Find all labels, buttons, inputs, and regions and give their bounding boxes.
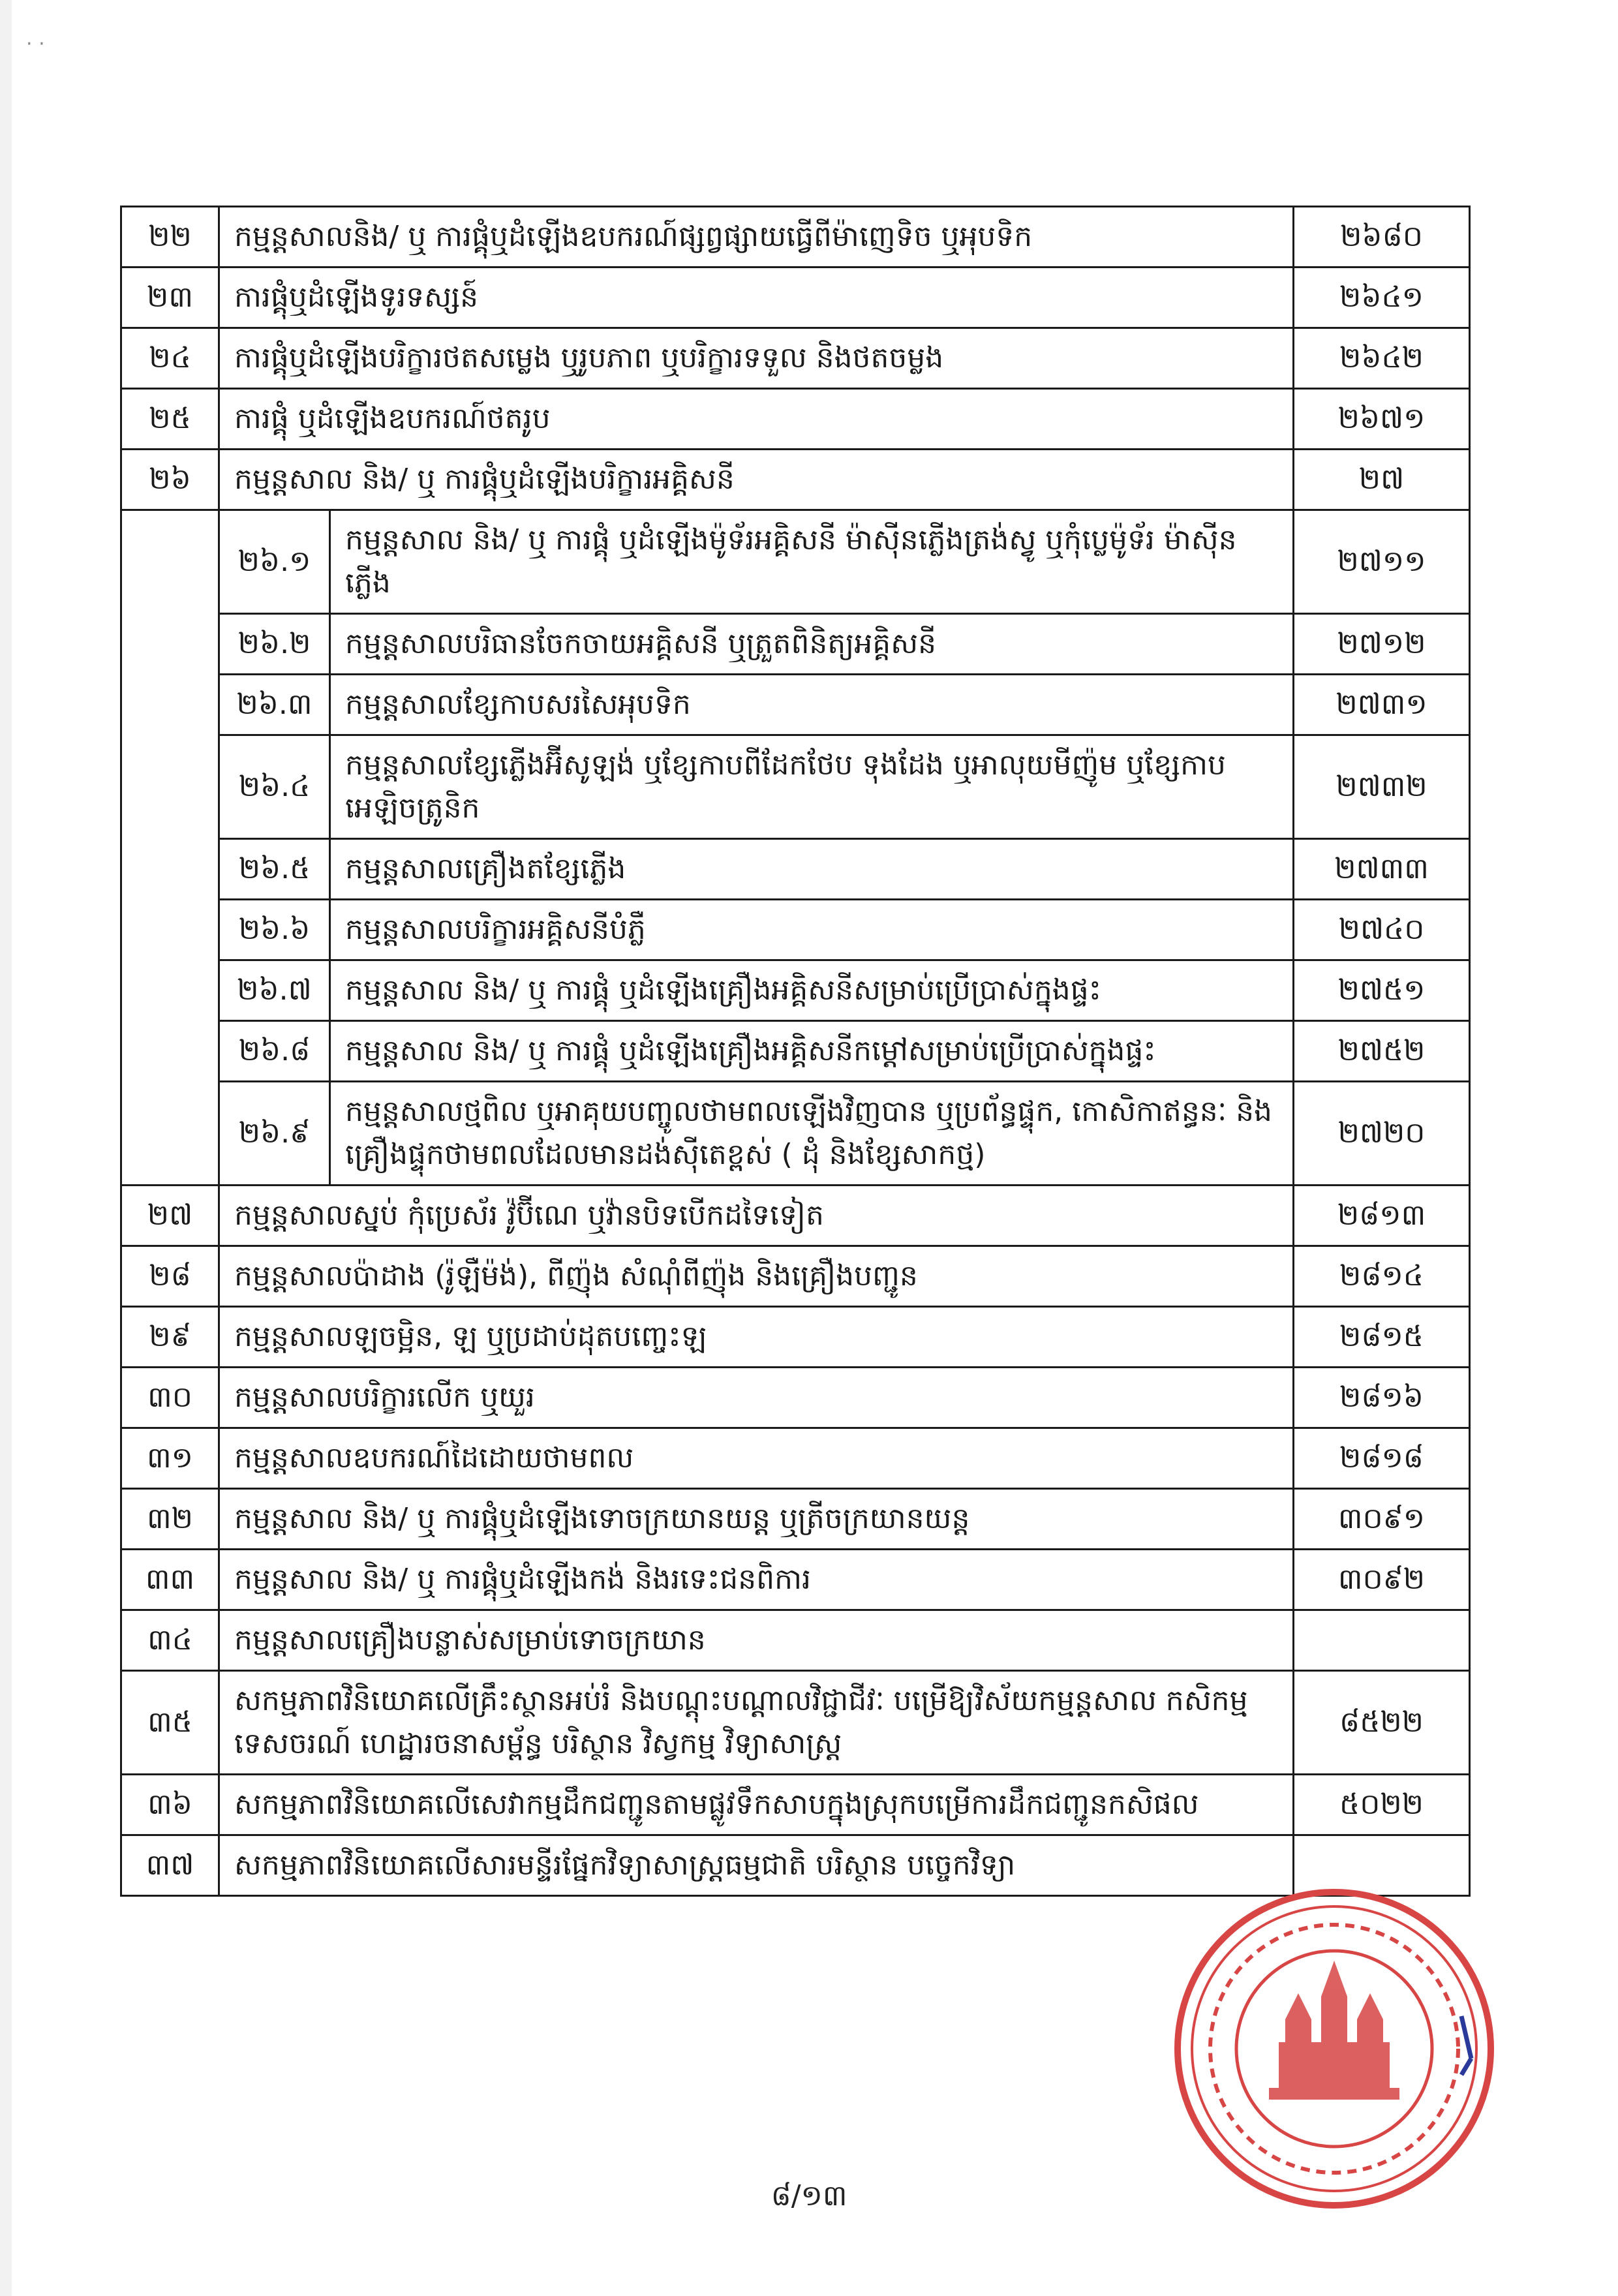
- subitem-description: កម្មន្តសាលខ្សែកាបសរសៃអុបទិក: [330, 675, 1294, 735]
- indent-cell: [121, 839, 219, 900]
- activity-table: [120, 206, 1471, 1897]
- subitem-number: ២៦.៩: [219, 1082, 330, 1186]
- scan-speck: · ·: [26, 33, 45, 55]
- subitem-description: កម្មន្តសាលថ្មពិល ឬអាគុយបញ្ចូលថាមពលឡើងវិញបាន ឬប្រព័ន្ធផ្ទុក, កោសិកាឥន្ធនៈ និងគ្រឿងផ្ទុកថាមពលដែលមានដង់ស៊ីតេខ្ពស់ ( ដុំ និងខ្សែសាកថ្ម): [330, 1082, 1294, 1186]
- indent-cell: [121, 1021, 219, 1082]
- subitem-code: ២៧២០: [1294, 1082, 1470, 1186]
- item-description: ការផ្គុំ ឬដំឡើងឧបករណ៍ថតរូប: [219, 389, 1294, 450]
- indent-cell: [121, 1082, 219, 1186]
- table-row: [121, 450, 1470, 510]
- item-number: ៣៦: [121, 1775, 219, 1835]
- item-description: កម្មន្តសាល និង/ ឬ ការផ្គុំឬដំឡើងកង់ និងរទេះជនពិការ: [219, 1550, 1294, 1610]
- item-number: ២៩: [121, 1307, 219, 1368]
- item-code: ៥០២២: [1294, 1775, 1470, 1835]
- item-description: កម្មន្តសាលឡចម្អិន, ឡ ឬប្រដាប់ដុតបញ្ចេះឡ: [219, 1307, 1294, 1368]
- subitem-description: កម្មន្តសាល និង/ ឬ ការផ្គុំ ឬដំឡើងគ្រឿងអគ្គិសនីកម្តៅសម្រាប់ប្រើប្រាស់ក្នុងផ្ទះ: [330, 1021, 1294, 1082]
- item-description: សកម្មភាពវិនិយោគលើសារមន្ទីរផ្នែកវិទ្យាសាស្ត្រធម្មជាតិ បរិស្ថាន បច្ចេកវិទ្យា: [219, 1835, 1294, 1896]
- table-row: [121, 207, 1470, 268]
- subitem-number: ២៦.៤: [219, 735, 330, 839]
- item-description: កម្មន្តសាលគ្រឿងបន្លាស់សម្រាប់ទោចក្រយាន: [219, 1610, 1294, 1671]
- table-subrow: [121, 960, 1470, 1021]
- subitem-description: កម្មន្តសាលបរិក្ខារអគ្គិសនីបំភ្លឺ: [330, 900, 1294, 960]
- subitem-number: ២៦.៨: [219, 1021, 330, 1082]
- subitem-code: ២៧១១: [1294, 510, 1470, 614]
- table-subrow: [121, 675, 1470, 735]
- subitem-code: ២៧៥២: [1294, 1021, 1470, 1082]
- item-code: ៣០៩២: [1294, 1550, 1470, 1610]
- item-description: កម្មន្តសាលបរិក្ខារលើក ឬយួរ: [219, 1368, 1294, 1428]
- subitem-description: កម្មន្តសាលខ្សែភ្លើងអ៊ីសូឡង់ ឬខ្សែកាបពីដែកថែប ទុងដែង ឬអាលុយមីញ៉ូម ឬខ្សែកាប អេឡិចត្រូនិក: [330, 735, 1294, 839]
- table-subrow: [121, 1082, 1470, 1186]
- table-subrow: [121, 735, 1470, 839]
- item-description: សកម្មភាពវិនិយោគលើគ្រឹះស្ថានអប់រំ និងបណ្ដុះបណ្ដាលវិជ្ជាជីវៈ បម្រើឱ្យវិស័យកម្មន្តសាល កសិកម្ម ទេសចរណ៍ ហេដ្ឋារចនាសម្ព័ន្ធ បរិស្ថាន វិស្វកម្ម វិទ្យាសាស្ត្រ: [219, 1671, 1294, 1775]
- item-number: ៣៤: [121, 1610, 219, 1671]
- subitem-code: ២៧៥១: [1294, 960, 1470, 1021]
- item-number: ២៦: [121, 450, 219, 510]
- subitem-number: ២៦.១: [219, 510, 330, 614]
- item-description: កម្មន្តសាលនិង/ ឬ ការផ្គុំឬដំឡើងឧបករណ៍ផ្សព្វផ្សាយធ្វើពីម៉ាញេទិច ឬអុបទិក: [219, 207, 1294, 268]
- item-number: ២៣: [121, 268, 219, 328]
- table-row: [121, 1671, 1470, 1775]
- item-description: កម្មន្តសាលស្នប់ កុំប្រេស័រ វ៉ូប៊ីណេ ឬវ៉ានបិទបើកដទៃទៀត: [219, 1186, 1294, 1246]
- indent-cell: [121, 735, 219, 839]
- subitem-description: កម្មន្តសាលគ្រឿងតខ្សែភ្លើង: [330, 839, 1294, 900]
- item-number: ២៥: [121, 389, 219, 450]
- item-description: កម្មន្តសាលប៉ាដាង (រ៉ូឡឺម៉ង់), ពីញ៉ុង សំណុំពីញ៉ុង និងគ្រឿងបញ្ជូន: [219, 1246, 1294, 1307]
- table-row: [121, 1489, 1470, 1550]
- item-number: ៣៥: [121, 1671, 219, 1775]
- subitem-description: កម្មន្តសាល និង/ ឬ ការផ្គុំ ឬដំឡើងម៉ូទ័រអគ្គិសនី ម៉ាស៊ីនភ្លើងត្រង់ស្វូ ឬកុំប្លេម៉ូទ័រ ម៉ាស៊ីនភ្លើង: [330, 510, 1294, 614]
- item-number: ២៧: [121, 1186, 219, 1246]
- official-seal-stamp: [1165, 1879, 1504, 2218]
- item-description: កម្មន្តសាលឧបករណ៍ដៃដោយថាមពល: [219, 1428, 1294, 1489]
- item-description: កម្មន្តសាល និង/ ឬ ការផ្គុំឬដំឡើងទោចក្រយានយន្ត ឬត្រីចក្រយានយន្ត: [219, 1489, 1294, 1550]
- table-row: [121, 1186, 1470, 1246]
- item-code: [1294, 1610, 1470, 1671]
- table-row: [121, 1428, 1470, 1489]
- item-code: ២៦៤២: [1294, 328, 1470, 389]
- item-number: ៣៣: [121, 1550, 219, 1610]
- item-code: ២៨១៣: [1294, 1186, 1470, 1246]
- item-code: ២៨១៤: [1294, 1246, 1470, 1307]
- item-code: ២៨១៦: [1294, 1368, 1470, 1428]
- subitem-number: ២៦.៦: [219, 900, 330, 960]
- item-description: កម្មន្តសាល និង/ ឬ ការផ្គុំឬដំឡើងបរិក្ខារអគ្គិសនី: [219, 450, 1294, 510]
- table-row: [121, 1246, 1470, 1307]
- item-code: ៣០៩១: [1294, 1489, 1470, 1550]
- item-code: ២៦៤១: [1294, 268, 1470, 328]
- table-row: [121, 328, 1470, 389]
- table-subrow: [121, 510, 1470, 614]
- subitem-code: ២៧៣៣: [1294, 839, 1470, 900]
- item-code: ២៦៧១: [1294, 389, 1470, 450]
- item-code: ២៨១៨: [1294, 1428, 1470, 1489]
- subitem-description: កម្មន្តសាលបរិធានចែកចាយអគ្គិសនី ឬត្រួតពិនិត្យអគ្គិសនី: [330, 614, 1294, 675]
- table-subrow: [121, 614, 1470, 675]
- table-row: [121, 1307, 1470, 1368]
- subitem-number: ២៦.៥: [219, 839, 330, 900]
- item-description: ការផ្គុំឬដំឡើងទូរទស្សន៍: [219, 268, 1294, 328]
- item-number: ៣៧: [121, 1835, 219, 1896]
- table-subrow: [121, 900, 1470, 960]
- indent-cell: [121, 960, 219, 1021]
- table-row: [121, 1610, 1470, 1671]
- item-number: ២៨: [121, 1246, 219, 1307]
- table-row: [121, 1775, 1470, 1835]
- item-number: ៣១: [121, 1428, 219, 1489]
- indent-cell: [121, 510, 219, 614]
- item-description: ការផ្គុំឬដំឡើងបរិក្ខារថតសម្លេង ឬរូបភាព ឬបរិក្ខារទទួល និងថតចម្លង: [219, 328, 1294, 389]
- subitem-number: ២៦.២: [219, 614, 330, 675]
- table-row: [121, 268, 1470, 328]
- item-code: ២៦៨០: [1294, 207, 1470, 268]
- table-row: [121, 389, 1470, 450]
- indent-cell: [121, 614, 219, 675]
- item-number: ៣០: [121, 1368, 219, 1428]
- page-number: ៨/១៣: [771, 2179, 847, 2212]
- subitem-number: ២៦.៣: [219, 675, 330, 735]
- indent-cell: [121, 900, 219, 960]
- item-description: សកម្មភាពវិនិយោគលើសេវាកម្មដឹកជញ្ជូនតាមផ្លូវទឹកសាបក្នុងស្រុកបម្រើការដឹកជញ្ជូនកសិផល: [219, 1775, 1294, 1835]
- item-code: ២៨១៥: [1294, 1307, 1470, 1368]
- subitem-description: កម្មន្តសាល និង/ ឬ ការផ្គុំ ឬដំឡើងគ្រឿងអគ្គិសនីសម្រាប់ប្រើប្រាស់ក្នុងផ្ទះ: [330, 960, 1294, 1021]
- subitem-code: ២៧១២: [1294, 614, 1470, 675]
- table-subrow: [121, 839, 1470, 900]
- item-code: ២៧: [1294, 450, 1470, 510]
- subitem-code: ២៧៣២: [1294, 735, 1470, 839]
- item-number: ៣២: [121, 1489, 219, 1550]
- indent-cell: [121, 675, 219, 735]
- subitem-number: ២៦.៧: [219, 960, 330, 1021]
- item-code: ៨៥២២: [1294, 1671, 1470, 1775]
- item-number: ២៤: [121, 328, 219, 389]
- table-subrow: [121, 1021, 1470, 1082]
- table-row: [121, 1550, 1470, 1610]
- item-number: ២២: [121, 207, 219, 268]
- subitem-code: ២៧៤០: [1294, 900, 1470, 960]
- table-row: [121, 1368, 1470, 1428]
- subitem-code: ២៧៣១: [1294, 675, 1470, 735]
